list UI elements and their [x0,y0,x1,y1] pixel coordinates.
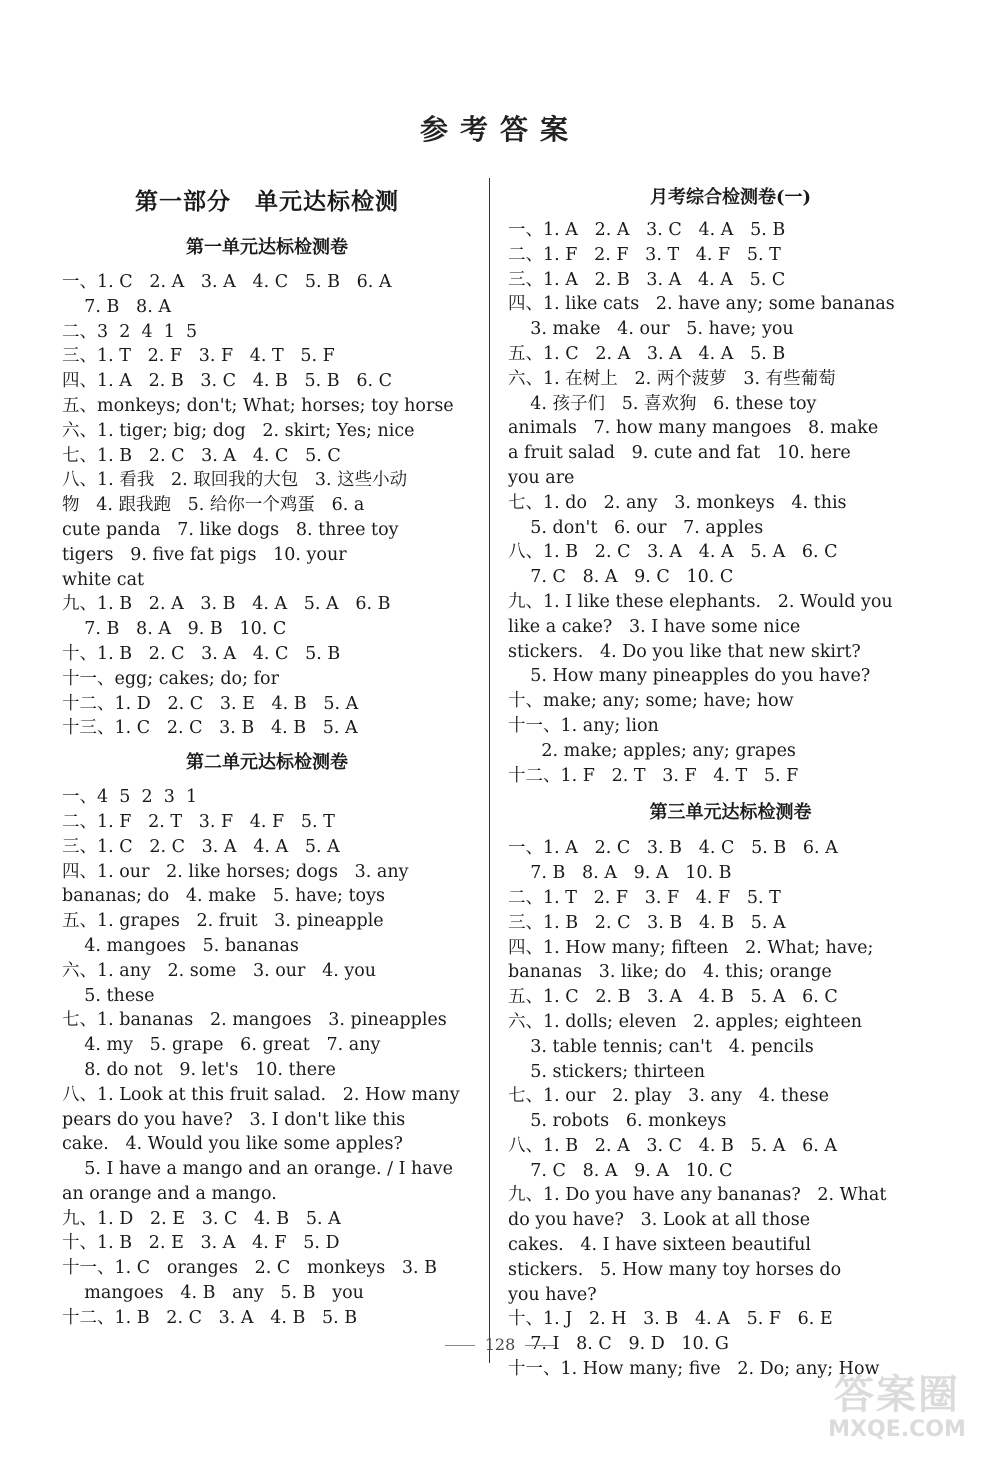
answer-line: 一、4 5 2 3 1 [62,787,198,808]
left-sections [62,226,472,1331]
answer-line: stickers. 4. Do you like that new skirt? [508,641,861,662]
answer-line: bananas 3. like; do 4. this; orange [508,962,832,983]
answer-line: 3. make 4. our 5. have; you [508,319,794,340]
answer-line: cakes. 4. I have sixteen beautiful [508,1235,811,1256]
column-divider [489,178,490,1363]
part-subtitle: 单元达标检测 [255,188,399,215]
answer-line: you have? [508,1284,597,1305]
answer-line: 四、1. like cats 2. have any; some bananas [508,294,895,315]
section-title: 第二单元达标检测卷 [186,752,348,774]
answer-line: 7. B 8. A 9. B 10. C [62,619,287,640]
answer-line: 五、1. grapes 2. fruit 3. pineapple [62,911,384,932]
answer-line: 8. do not 9. let's 10. there [62,1059,336,1080]
answer-line: 十二、1. B 2. C 3. A 4. B 5. B [62,1307,358,1328]
answer-line: 三、1. T 2. F 3. F 4. T 5. F [62,346,335,367]
answer-line: 5. robots 6. monkeys [508,1111,727,1132]
answer-line: you are [508,467,575,488]
answer-line: tigers 9. five fat pigs 10. your [62,544,347,565]
answer-line: 七、1. our 2. play 3. any 4. these [508,1086,829,1107]
answer-line: 三、1. A 2. B 3. A 4. A 5. C [508,269,786,290]
answer-line: 五、1. C 2. A 3. A 4. A 5. B [508,343,786,364]
answer-line: 三、1. B 2. C 3. B 4. B 5. A [508,912,786,933]
answer-line: 九、1. B 2. A 3. B 4. A 5. A 6. B [62,594,391,615]
answer-list [62,270,472,741]
answer-line: 五、1. C 2. B 3. A 4. B 5. A 6. C [508,987,838,1008]
answer-line: 十一、1. C oranges 2. C monkeys 3. B [62,1258,438,1279]
answer-line: 4. my 5. grape 6. great 7. any [62,1035,381,1056]
answer-line: 七、1. do 2. any 3. monkeys 4. this [508,492,847,513]
left-column [62,178,472,1331]
answer-line: 九、1. D 2. E 3. C 4. B 5. A [62,1208,341,1229]
part-heading [62,178,472,226]
answer-line: 十、1. B 2. E 3. A 4. F 5. D [62,1233,340,1254]
answer-line: 二、1. F 2. F 3. T 4. F 5. T [508,244,781,265]
answer-line: 八、1. B 2. C 3. A 4. A 5. A 6. C [508,542,838,563]
answer-line: 5. these [62,985,155,1006]
answer-line: 二、1. F 2. T 3. F 4. F 5. T [62,811,335,832]
answer-line: 十、make; any; some; have; how [508,691,794,712]
right-column [508,178,953,1382]
page-number: 128 [484,1335,516,1354]
answer-line: 八、1. B 2. A 3. C 4. B 5. A 6. A [508,1135,838,1156]
answer-line: 7. C 8. A 9. C 10. C [508,567,734,588]
answer-line: white cat [62,569,145,590]
answer-line: 7. B 8. A 9. A 10. B [508,863,732,884]
section-title: 第三单元达标检测卷 [649,802,812,824]
answer-line: 7. C 8. A 9. A 10. C [508,1160,733,1181]
answer-line: stickers. 5. How many toy horses do [508,1259,842,1280]
answer-line: 3. table tennis; can't 4. pencils [508,1036,814,1057]
answer-line: 4. mangoes 5. bananas [62,935,299,956]
page-footer [0,1335,1000,1354]
answer-line: 5. don't 6. our 7. apples [508,517,764,538]
answer-line: 六、1. 在树上 2. 两个菠萝 3. 有些葡萄 [508,368,836,389]
answer-line: 六、1. any 2. some 3. our 4. you [62,960,377,981]
answer-line: mangoes 4. B any 5. B you [62,1283,364,1304]
watermark-url: MXQE.COM [828,1417,966,1442]
answer-line: bananas; do 4. make 5. have; toys [62,886,385,907]
answer-line: cute panda 7. like dogs 8. three toy [62,519,399,540]
answer-line: 4. 孩子们 5. 喜欢狗 6. these toy [508,393,817,414]
answer-line: 十三、1. C 2. C 3. B 4. B 5. A [62,718,358,739]
answer-line: 5. stickers; thirteen [508,1061,705,1082]
answer-line: 十、1. J 2. H 3. B 4. A 5. F 6. E [508,1309,833,1330]
answer-line: 5. How many pineapples do you have? [508,666,871,687]
answer-line: 三、1. C 2. C 3. A 4. A 5. A [62,836,340,857]
answer-line: 十二、1. D 2. C 3. E 4. B 5. A [62,693,359,714]
answer-line: 7. B 8. A [62,296,171,317]
answer-line: 物 4. 跟我跑 5. 给你一个鸡蛋 6. a [62,495,365,516]
answer-line: 十、1. B 2. C 3. A 4. C 5. B [62,643,341,664]
answer-line: 2. make; apples; any; grapes [508,740,796,761]
answer-line: 八、1. Look at this fruit salad. 2. How many [62,1084,460,1105]
right-sections [508,178,953,1382]
answer-list [62,785,472,1331]
answer-list [508,836,953,1382]
answer-list [508,218,953,788]
answer-line: a fruit salad 9. cute and fat 10. here [508,443,851,464]
answer-line: 七、1. B 2. C 3. A 4. C 5. C [62,445,341,466]
answer-line: do you have? 3. Look at all those [508,1210,811,1231]
answer-line: 5. I have a mango and an orange. / I have [62,1159,453,1180]
answer-line: 二、3 2 4 1 5 [62,321,198,342]
answer-line: animals 7. how many mangoes 8. make [508,418,879,439]
answer-line: 四、1. How many; fifteen 2. What; have; [508,937,874,958]
answer-line: 五、monkeys; don't; What; horses; toy horse [62,395,454,416]
answer-line: 一、1. A 2. A 3. C 4. A 5. B [508,220,786,240]
answer-line: 六、1. tiger; big; dog 2. skirt; Yes; nice [62,420,415,441]
answer-line: like a cake? 3. I have some nice [508,616,801,637]
answer-line: 九、1. I like these elephants. 2. Would you [508,591,893,612]
watermark-top: 答案圈 [834,1371,960,1418]
section-title: 第一单元达标检测卷 [186,237,348,258]
answer-line: 十一、1. any; lion [508,715,659,736]
answer-line: 一、1. C 2. A 3. A 4. C 5. B 6. A [62,272,392,292]
answer-line: 四、1. our 2. like horses; dogs 3. any [62,861,409,882]
answer-line: pears do you have? 3. I don't like this [62,1109,406,1130]
answer-line: 六、1. dolls; eleven 2. apples; eighteen [508,1011,863,1032]
section-title: 月考综合检测卷(一) [649,187,812,208]
answer-line: 四、1. A 2. B 3. C 4. B 5. B 6. C [62,371,392,392]
page-title: 参考答案 [419,113,580,146]
answer-line: 七、1. bananas 2. mangoes 3. pineapples [62,1010,447,1031]
answer-line: 7. I 8. C 9. D 10. G [508,1334,729,1355]
answer-line: 九、1. Do you have any bananas? 2. What [508,1185,887,1206]
answer-line: 十二、1. F 2. T 3. F 4. T 5. F [508,765,799,786]
watermark-logo [822,1373,972,1453]
answer-line: 一、1. A 2. C 3. B 4. C 5. B 6. A [508,838,838,859]
answer-line: 二、1. T 2. F 3. F 4. F 5. T [508,887,781,908]
answer-line: an orange and a mango. [62,1183,277,1204]
answer-line: 八、1. 看我 2. 取回我的大包 3. 这些小动 [62,470,408,491]
answer-line: cake. 4. Would you like some apples? [62,1134,403,1155]
part-label: 第一部分 [135,188,231,215]
answer-line: 十一、1. How many; five 2. Do; any; How [508,1359,880,1380]
answer-line: 十一、egg; cakes; do; for [62,668,279,689]
